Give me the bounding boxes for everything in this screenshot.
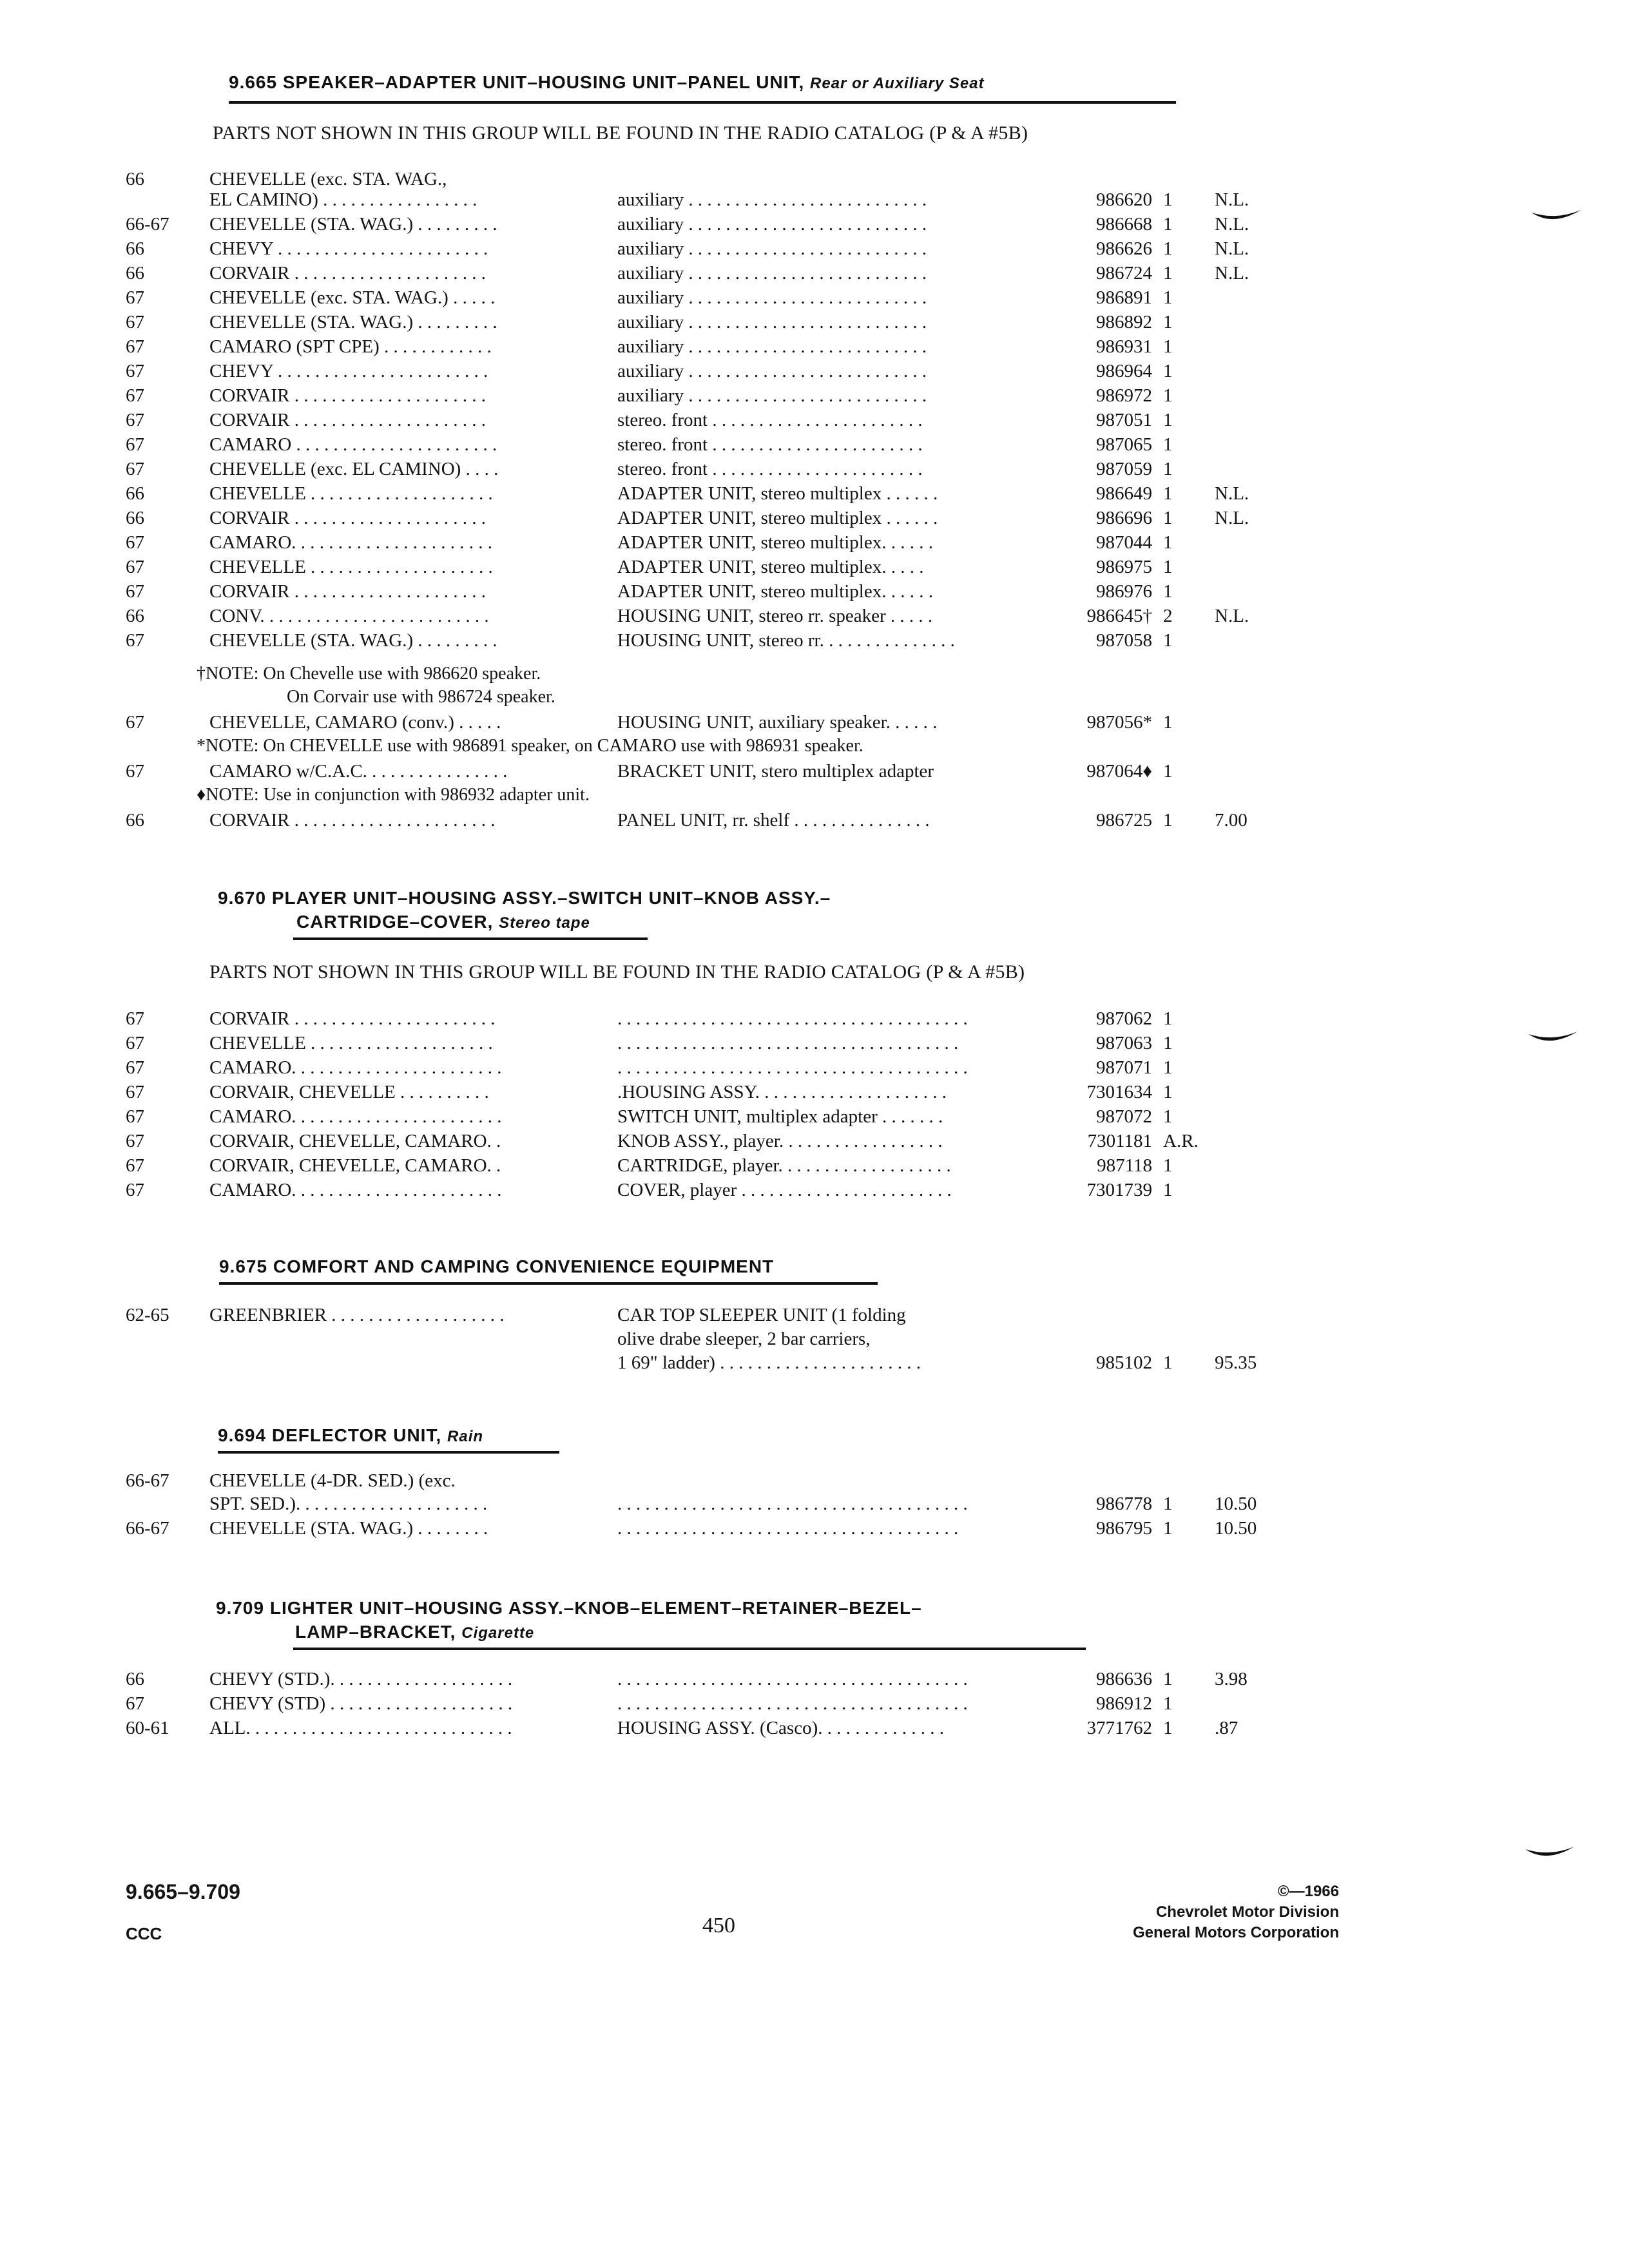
part-description: stereo. front . . . . . . . . . . . . . . . . . . . . . . . (617, 410, 923, 430)
vehicle-model: CHEVY (STD.). . . . . . . . . . . . . . . . . . . . (209, 1669, 513, 1689)
table-row (0, 1180, 1629, 1204)
vehicle-model: CHEVY . . . . . . . . . . . . . . . . . . . . . . . (209, 238, 488, 259)
page-range: 9.665–9.709 (126, 1880, 240, 1903)
model-year: 67 (126, 459, 144, 479)
vehicle-model: CHEVELLE (STA. WAG.) . . . . . . . . . (209, 630, 497, 651)
table-row (0, 1518, 1629, 1542)
price: 7.00 (1215, 810, 1248, 831)
quantity: 1 (1163, 712, 1173, 733)
quantity: 1 (1163, 1494, 1173, 1514)
table-row (0, 1082, 1629, 1106)
table-row (0, 434, 1629, 459)
part-number: 986696 (1096, 508, 1152, 528)
part-number: 987062 (1096, 1008, 1152, 1029)
part-description: auxiliary . . . . . . . . . . . . . . . . . . . . . . . . . . (617, 287, 927, 308)
vehicle-model: CHEVELLE (STA. WAG.) . . . . . . . . (209, 1518, 488, 1539)
footnote: *NOTE: On CHEVELLE use with 986891 speaker, on CAMARO use with 986931 speaker. (197, 736, 863, 756)
section-heading: 9.670 PLAYER UNIT–HOUSING ASSY.–SWITCH UNIT–KNOB ASSY.– (218, 888, 831, 908)
part-number: 986912 (1096, 1693, 1152, 1714)
part-number: 7301739 (1086, 1180, 1152, 1200)
quantity: 1 (1163, 1008, 1173, 1029)
part-description: BRACKET UNIT, stero multiplex adapter (617, 761, 934, 782)
model-year: 67 (126, 361, 144, 381)
quantity: 1 (1163, 630, 1173, 651)
section-heading-line2: CARTRIDGE–COVER, (296, 912, 494, 932)
table-row (0, 410, 1629, 434)
part-number: 986931 (1096, 336, 1152, 357)
quantity: 1 (1163, 1057, 1173, 1078)
page-number: 450 (702, 1914, 735, 1937)
vehicle-model: CORVAIR . . . . . . . . . . . . . . . . . . . . . . (209, 1008, 496, 1029)
table-row (0, 1718, 1629, 1742)
table-row (0, 1106, 1629, 1131)
table-row (0, 532, 1629, 557)
quantity: 1 (1163, 214, 1173, 235)
model-year: 67 (126, 1131, 144, 1151)
quantity: 1 (1163, 1082, 1173, 1102)
model-year: 62-65 (126, 1305, 169, 1325)
vehicle-model: CHEVELLE (STA. WAG.) . . . . . . . . . (209, 312, 497, 332)
section-rule (229, 101, 1176, 104)
part-description: . . . . . . . . . . . . . . . . . . . . . . . . . . . . . . . . . . . . . (617, 1518, 959, 1539)
part-number: 3771762 (1086, 1718, 1152, 1738)
vehicle-model: CHEVELLE (exc. STA. WAG., (209, 169, 447, 189)
part-number: 986620 (1096, 189, 1152, 210)
model-year: 67 (126, 434, 144, 455)
model-year: 66-67 (126, 1518, 169, 1539)
part-number: 987058 (1096, 630, 1152, 651)
table-row (0, 508, 1629, 532)
vehicle-model: CHEVELLE, CAMARO (conv.) . . . . . (209, 712, 501, 733)
vehicle-model: CORVAIR . . . . . . . . . . . . . . . . . . . . . (209, 263, 486, 284)
part-description: . . . . . . . . . . . . . . . . . . . . . . . . . . . . . . . . . . . . . (617, 1033, 959, 1053)
table-row (0, 287, 1629, 312)
part-number: 987065 (1096, 434, 1152, 455)
part-number: 7301181 (1087, 1131, 1152, 1151)
section-rule (219, 1282, 878, 1285)
vehicle-model: CAMARO. . . . . . . . . . . . . . . . . . . . . . (209, 532, 493, 553)
section-heading-line2: LAMP–BRACKET, (295, 1622, 456, 1642)
table-row (0, 238, 1629, 263)
quantity: 1 (1163, 361, 1173, 381)
section-rule (218, 1451, 559, 1454)
catalog-note: PARTS NOT SHOWN IN THIS GROUP WILL BE FOUND IN THE RADIO CATALOG (P & A #5B) (209, 961, 1025, 983)
part-description: . . . . . . . . . . . . . . . . . . . . . . . . . . . . . . . . . . . . . . (617, 1057, 968, 1078)
model-year: 67 (126, 557, 144, 577)
table-row (0, 385, 1629, 410)
quantity: 1 (1163, 1033, 1173, 1053)
section-subheading: Cigarette (461, 1624, 535, 1642)
part-description: . . . . . . . . . . . . . . . . . . . . . . . . . . . . . . . . . . . . . . (617, 1693, 968, 1714)
model-year: 67 (126, 1106, 144, 1127)
part-number: 987051 (1096, 410, 1152, 430)
part-number: 987118 (1097, 1155, 1152, 1176)
model-year: 67 (126, 385, 144, 406)
part-number: 986964 (1096, 361, 1152, 381)
part-description: stereo. front . . . . . . . . . . . . . . . . . . . . . . . (617, 434, 923, 455)
model-year: 67 (126, 1057, 144, 1078)
vehicle-model: CORVAIR . . . . . . . . . . . . . . . . . . . . . (209, 581, 486, 602)
vehicle-model: CHEVELLE . . . . . . . . . . . . . . . . . . . . (209, 557, 493, 577)
part-description: olive drabe sleeper, 2 bar carriers, (617, 1329, 871, 1349)
vehicle-model: CAMARO. . . . . . . . . . . . . . . . . . . . . . . (209, 1057, 502, 1078)
table-row (0, 1155, 1629, 1180)
part-description: KNOB ASSY., player. . . . . . . . . . . . . . . . . . (617, 1131, 943, 1151)
model-year: 67 (126, 1033, 144, 1053)
section-heading: 9.694 DEFLECTOR UNIT, (218, 1425, 442, 1445)
quantity: 1 (1163, 1155, 1173, 1176)
vehicle-model: CAMARO. . . . . . . . . . . . . . . . . . . . . . . (209, 1180, 502, 1200)
part-description: HOUSING UNIT, stereo rr. . . . . . . . . . . . . . . (617, 630, 955, 651)
part-number: 987063 (1096, 1033, 1152, 1053)
price: N.L. (1215, 189, 1249, 210)
table-row (0, 1494, 1629, 1518)
vehicle-model: GREENBRIER . . . . . . . . . . . . . . . . . . . (209, 1305, 505, 1325)
section-title-9709-line2 (295, 1622, 534, 1642)
vehicle-model: CHEVELLE . . . . . . . . . . . . . . . . . . . . (209, 483, 493, 504)
part-description: ADAPTER UNIT, stereo multiplex. . . . . (617, 557, 924, 577)
part-description: COVER, player . . . . . . . . . . . . . . . . . . . . . . . (617, 1180, 952, 1200)
corporation-name: General Motors Corporation (1132, 1924, 1339, 1941)
model-year: 66 (126, 606, 144, 626)
catalog-note: PARTS NOT SHOWN IN THIS GROUP WILL BE FOUND IN THE RADIO CATALOG (P & A #5B) (213, 122, 1028, 144)
quantity: 1 (1163, 483, 1173, 504)
vehicle-model: CHEVELLE (STA. WAG.) . . . . . . . . . (209, 214, 497, 235)
section-heading: 9.665 SPEAKER–ADAPTER UNIT–HOUSING UNIT–PANEL UNIT, (229, 72, 805, 92)
vehicle-model: CHEVELLE (4-DR. SED.) (exc. (209, 1470, 456, 1491)
table-row (0, 761, 1629, 785)
binder-tab-mark (1524, 1843, 1576, 1869)
model-year: 66-67 (126, 214, 169, 235)
part-number: 7301634 (1086, 1082, 1152, 1102)
part-number: 986778 (1096, 1494, 1152, 1514)
part-description: . . . . . . . . . . . . . . . . . . . . . . . . . . . . . . . . . . . . . . (617, 1669, 968, 1689)
vehicle-model: CORVAIR . . . . . . . . . . . . . . . . . . . . . (209, 508, 486, 528)
table-row (0, 263, 1629, 287)
binder-tab-mark (1530, 206, 1582, 232)
model-year: 67 (126, 1155, 144, 1176)
part-number: 987044 (1096, 532, 1152, 553)
price: N.L. (1215, 214, 1249, 235)
quantity: 1 (1163, 1106, 1173, 1127)
part-number: 986891 (1096, 287, 1152, 308)
price: N.L. (1215, 263, 1249, 284)
vehicle-model: CORVAIR . . . . . . . . . . . . . . . . . . . . . (209, 385, 486, 406)
model-year: 67 (126, 761, 144, 782)
model-year: 66 (126, 508, 144, 528)
model-year: 67 (126, 410, 144, 430)
model-year: 66 (126, 238, 144, 259)
model-year: 60-61 (126, 1718, 169, 1738)
model-year: 66 (126, 169, 144, 189)
model-year: 67 (126, 312, 144, 332)
quantity: 1 (1163, 1352, 1173, 1373)
quantity: 1 (1163, 761, 1173, 782)
part-description: auxiliary . . . . . . . . . . . . . . . . . . . . . . . . . . (617, 385, 927, 406)
quantity: 2 (1163, 606, 1173, 626)
section-title-9709 (216, 1598, 922, 1619)
quantity: 1 (1163, 557, 1173, 577)
quantity: 1 (1163, 189, 1173, 210)
part-number: 986892 (1096, 312, 1152, 332)
model-year: 66 (126, 810, 144, 831)
part-number: 986724 (1096, 263, 1152, 284)
quantity: 1 (1163, 287, 1173, 308)
part-description: stereo. front . . . . . . . . . . . . . . . . . . . . . . . (617, 459, 923, 479)
part-description: ADAPTER UNIT, stereo multiplex. . . . . . (617, 532, 933, 553)
model-year: 66 (126, 263, 144, 284)
quantity: 1 (1163, 1718, 1173, 1738)
part-description: . . . . . . . . . . . . . . . . . . . . . . . . . . . . . . . . . . . . . . (617, 1008, 968, 1029)
table-row (0, 1131, 1629, 1155)
section-rule (293, 937, 648, 940)
vehicle-model: CONV. . . . . . . . . . . . . . . . . . . . . . . . . (209, 606, 489, 626)
model-year: 67 (126, 630, 144, 651)
vehicle-model: CHEVY . . . . . . . . . . . . . . . . . . . . . . . (209, 361, 488, 381)
part-description: ADAPTER UNIT, stereo multiplex . . . . . . (617, 508, 938, 528)
vehicle-model: CAMARO . . . . . . . . . . . . . . . . . . . . . . (209, 434, 497, 455)
part-number: 986795 (1096, 1518, 1152, 1539)
binder-tab-mark (1527, 1028, 1579, 1053)
price: .87 (1215, 1718, 1239, 1738)
part-description: HOUSING ASSY. (Casco). . . . . . . . . . . . . . (617, 1718, 944, 1738)
table-row (0, 336, 1629, 361)
footnote: ♦NOTE: Use in conjunction with 986932 adapter unit. (197, 785, 590, 805)
part-description: ADAPTER UNIT, stereo multiplex. . . . . . (617, 581, 933, 602)
vehicle-model: CORVAIR . . . . . . . . . . . . . . . . . . . . . (209, 410, 486, 430)
part-description: HOUSING UNIT, auxiliary speaker. . . . . . (617, 712, 938, 733)
table-row (0, 712, 1629, 736)
table-row (0, 630, 1629, 655)
vehicle-model: CAMARO w/C.A.C. . . . . . . . . . . . . . . . (209, 761, 508, 782)
vehicle-model: CORVAIR, CHEVELLE, CAMARO. . (209, 1155, 501, 1176)
vehicle-model: CHEVELLE (exc. STA. WAG.) . . . . . (209, 287, 496, 308)
table-row (0, 189, 1629, 214)
part-description: auxiliary . . . . . . . . . . . . . . . . . . . . . . . . . . (617, 238, 927, 259)
section-title-9670-line2 (296, 912, 590, 932)
copyright-block (1133, 1881, 1339, 1943)
quantity: 1 (1163, 238, 1173, 259)
model-year: 67 (126, 712, 144, 733)
model-year: 67 (126, 1693, 144, 1714)
quantity: 1 (1163, 263, 1173, 284)
quantity: 1 (1163, 1693, 1173, 1714)
copyright-year: ©—1966 (1277, 1883, 1339, 1900)
model-year: 67 (126, 287, 144, 308)
table-row (0, 1057, 1629, 1082)
model-year: 67 (126, 1180, 144, 1200)
part-description: auxiliary . . . . . . . . . . . . . . . . . . . . . . . . . . (617, 336, 927, 357)
table-row (0, 810, 1629, 834)
table-row (0, 1033, 1629, 1057)
quantity: 1 (1163, 312, 1173, 332)
section-heading: 9.675 COMFORT AND CAMPING CONVENIENCE EQUIPMENT (219, 1256, 775, 1276)
footnote: †NOTE: On Chevelle use with 986620 speaker. (197, 664, 541, 684)
part-number: 986645† (1086, 606, 1152, 626)
vehicle-model: CAMARO. . . . . . . . . . . . . . . . . . . . . . . (209, 1106, 502, 1127)
table-row (0, 1470, 1629, 1495)
part-number: 986725 (1096, 810, 1152, 831)
section-title-9675 (219, 1256, 774, 1277)
part-description: HOUSING UNIT, stereo rr. speaker . . . . . (617, 606, 933, 626)
vehicle-model: CAMARO (SPT CPE) . . . . . . . . . . . . (209, 336, 492, 357)
part-description: auxiliary . . . . . . . . . . . . . . . . . . . . . . . . . . (617, 361, 927, 381)
section-title-9694 (218, 1425, 483, 1446)
table-row (0, 459, 1629, 483)
quantity: 1 (1163, 508, 1173, 528)
part-description: auxiliary . . . . . . . . . . . . . . . . . . . . . . . . . . (617, 189, 927, 210)
part-number: 987071 (1096, 1057, 1152, 1078)
section-title-9670 (218, 888, 831, 908)
quantity: 1 (1163, 1180, 1173, 1200)
part-description: SWITCH UNIT, multiplex adapter . . . . . . . (617, 1106, 943, 1127)
part-number: 986975 (1096, 557, 1152, 577)
part-description: ADAPTER UNIT, stereo multiplex . . . . . . (617, 483, 938, 504)
quantity: 1 (1163, 410, 1173, 430)
footnote: On Corvair use with 986724 speaker. (287, 687, 555, 707)
model-year: 67 (126, 1008, 144, 1029)
vehicle-model: CHEVELLE . . . . . . . . . . . . . . . . . . . . (209, 1033, 493, 1053)
price: 3.98 (1215, 1669, 1248, 1689)
price: 95.35 (1215, 1352, 1257, 1373)
vehicle-model: CHEVY (STD) . . . . . . . . . . . . . . . . . . . . (209, 1693, 513, 1714)
vehicle-model: CORVAIR, CHEVELLE . . . . . . . . . . (209, 1082, 489, 1102)
table-row (0, 483, 1629, 508)
vehicle-model: EL CAMINO) . . . . . . . . . . . . . . . . . (209, 189, 477, 210)
table-row (0, 1669, 1629, 1693)
part-description: auxiliary . . . . . . . . . . . . . . . . . . . . . . . . . . (617, 312, 927, 332)
price: 10.50 (1215, 1518, 1257, 1539)
quantity: 1 (1163, 581, 1173, 602)
table-row (0, 361, 1629, 385)
price: N.L. (1215, 483, 1249, 504)
table-row (0, 1008, 1629, 1033)
division-name: Chevrolet Motor Division (1155, 1903, 1339, 1921)
quantity: 1 (1163, 1518, 1173, 1539)
quantity: 1 (1163, 1669, 1173, 1689)
table-row (0, 214, 1629, 238)
section-heading: 9.709 LIGHTER UNIT–HOUSING ASSY.–KNOB–ELEMENT–RETAINER–BEZEL– (216, 1598, 922, 1618)
price: N.L. (1215, 508, 1249, 528)
quantity: 1 (1163, 336, 1173, 357)
section-rule (293, 1648, 1086, 1650)
section-subheading: Rain (447, 1428, 484, 1445)
part-description: 1 69" ladder) . . . . . . . . . . . . . . . . . . . . . . (617, 1352, 921, 1373)
vehicle-model: CORVAIR . . . . . . . . . . . . . . . . . . . . . . (209, 810, 496, 831)
part-number: 987064♦ (1086, 761, 1152, 782)
model-year: 67 (126, 336, 144, 357)
price: N.L. (1215, 606, 1249, 626)
model-year: 67 (126, 581, 144, 602)
price: 10.50 (1215, 1494, 1257, 1514)
part-number: 985102 (1096, 1352, 1152, 1373)
part-number: 986976 (1096, 581, 1152, 602)
quantity: 1 (1163, 810, 1173, 831)
part-number: 986636 (1096, 1669, 1152, 1689)
quantity: 1 (1163, 459, 1173, 479)
part-number: 987059 (1096, 459, 1152, 479)
part-description: .HOUSING ASSY. . . . . . . . . . . . . . . . . . . . . (617, 1082, 947, 1102)
price: N.L. (1215, 238, 1249, 259)
catalog-code: CCC (126, 1924, 162, 1943)
model-year: 67 (126, 1082, 144, 1102)
table-row (0, 1352, 1629, 1377)
part-number: 986649 (1096, 483, 1152, 504)
part-number: 986972 (1096, 385, 1152, 406)
part-description: CAR TOP SLEEPER UNIT (1 folding (617, 1305, 906, 1325)
table-row (0, 1305, 1629, 1329)
part-number: 987056* (1086, 712, 1152, 733)
vehicle-model: SPT. SED.). . . . . . . . . . . . . . . . . . . . . (209, 1494, 488, 1514)
vehicle-model: CHEVELLE (exc. EL CAMINO) . . . . (209, 459, 499, 479)
section-subheading: Rear or Auxiliary Seat (810, 75, 985, 92)
quantity: 1 (1163, 385, 1173, 406)
table-row (0, 581, 1629, 606)
section-title-9665 (229, 72, 985, 93)
vehicle-model: ALL. . . . . . . . . . . . . . . . . . . . . . . . . . . . . (209, 1718, 512, 1738)
table-row (0, 312, 1629, 336)
part-description: PANEL UNIT, rr. shelf . . . . . . . . . . . . . . . (617, 810, 930, 831)
table-row (0, 557, 1629, 581)
table-row (0, 606, 1629, 630)
vehicle-model: CORVAIR, CHEVELLE, CAMARO. . (209, 1131, 501, 1151)
model-year: 66-67 (126, 1470, 169, 1491)
model-year: 66 (126, 1669, 144, 1689)
model-year: 67 (126, 532, 144, 553)
quantity: 1 (1163, 434, 1173, 455)
quantity: A.R. (1163, 1131, 1199, 1151)
table-row (0, 1329, 1629, 1353)
part-description: . . . . . . . . . . . . . . . . . . . . . . . . . . . . . . . . . . . . . . (617, 1494, 968, 1514)
part-description: auxiliary . . . . . . . . . . . . . . . . . . . . . . . . . . (617, 214, 927, 235)
part-number: 987072 (1096, 1106, 1152, 1127)
part-number: 986626 (1096, 238, 1152, 259)
section-subheading: Stereo tape (499, 914, 590, 932)
part-description: auxiliary . . . . . . . . . . . . . . . . . . . . . . . . . . (617, 263, 927, 284)
part-description: CARTRIDGE, player. . . . . . . . . . . . . . . . . . . (617, 1155, 951, 1176)
part-number: 986668 (1096, 214, 1152, 235)
table-row (0, 1693, 1629, 1718)
model-year: 66 (126, 483, 144, 504)
quantity: 1 (1163, 532, 1173, 553)
